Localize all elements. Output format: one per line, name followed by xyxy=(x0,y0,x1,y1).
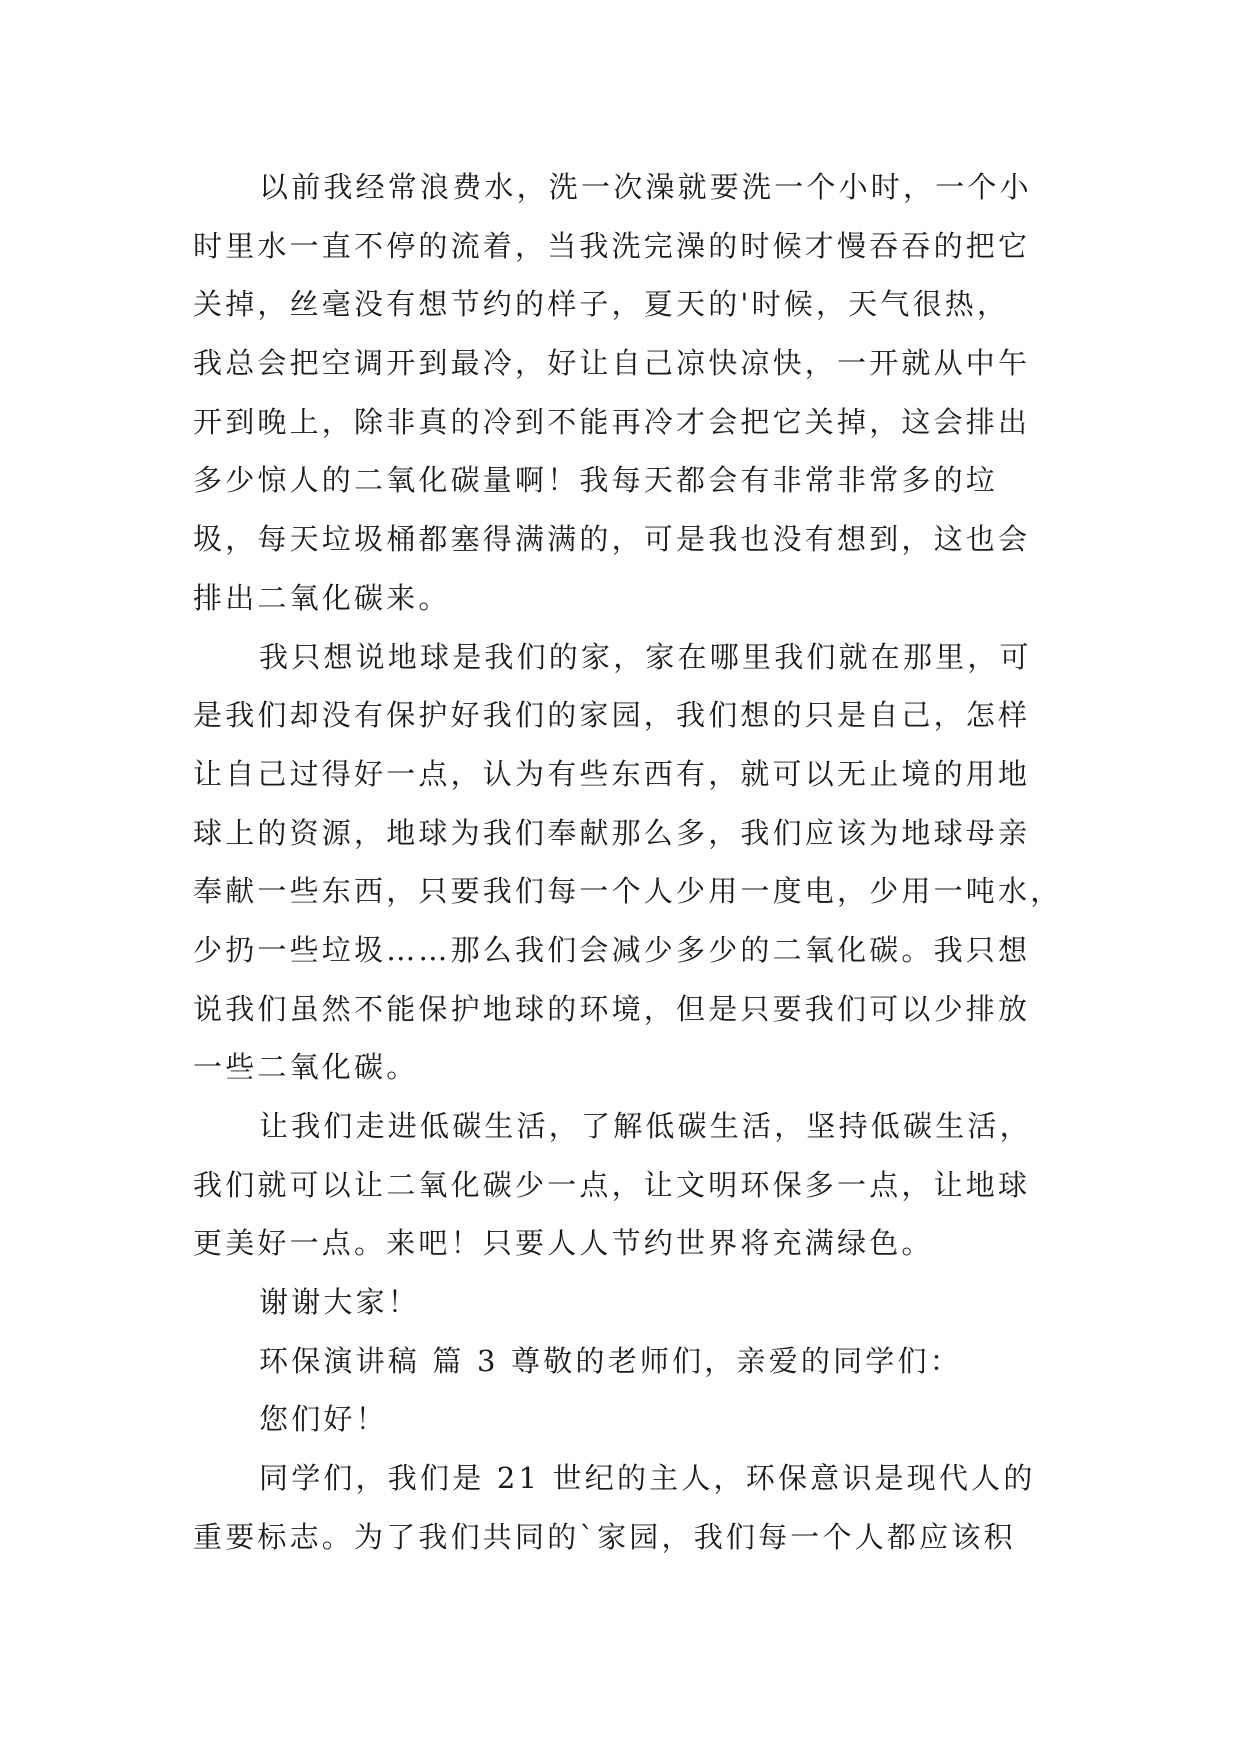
text-line: 以前我经常浪费水，洗一次澡就要洗一个小时，一个小 xyxy=(259,170,1032,204)
text-line: 开到晚上，除非真的冷到不能再冷才会把它关掉，这会排出 xyxy=(193,404,1031,439)
text-line: 我们就可以让二氧化碳少一点，让文明环保多一点，让地球 xyxy=(193,1167,1031,1202)
text-line: 同学们，我们是 21 世纪的主人，环保意识是现代人的 xyxy=(259,1461,1036,1496)
text-line: 重要标志。为了我们共同的`家园，我们每一个人都应该积 xyxy=(193,1519,1016,1554)
text-line: 说我们虽然不能保护地球的环境，但是只要我们可以少排放 xyxy=(193,991,1031,1026)
text-line: 排出二氧化碳来。 xyxy=(193,580,451,615)
text-line: 时里水一直不停的流着，当我洗完澡的时候才慢吞吞的把它 xyxy=(193,228,1031,263)
section-heading: 环保演讲稿 篇 3 尊敬的老师们，亲爱的同学们： xyxy=(259,1343,962,1378)
text-line: 少扔一些垃圾……那么我们会减少多少的二氧化碳。我只想 xyxy=(193,932,1031,967)
text-line: 关掉，丝毫没有想节约的样子，夏天的'时候，天气很热， xyxy=(193,287,1010,322)
text-line: 奉献一些东西，只要我们每一个人少用一度电，少用一吨水， xyxy=(193,874,1063,909)
text-line: 谢谢大家！ xyxy=(259,1285,421,1320)
text-line: 一些二氧化碳。 xyxy=(193,1050,419,1085)
text-line: 我只想说地球是我们的家，家在哪里我们就在那里，可 xyxy=(259,639,1032,674)
text-line: 让我们走进低碳生活，了解低碳生活，坚持低碳生活， xyxy=(259,1109,1032,1143)
text-line: 更美好一点。来吧！只要人人节约世界将充满绿色。 xyxy=(193,1226,934,1261)
text-line: 我总会把空调开到最冷，好让自己凉快凉快，一开就从中午 xyxy=(193,346,1031,381)
document-body xyxy=(193,158,1063,1567)
text-line: 让自己过得好一点，认为有些东西有，就可以无止境的用地 xyxy=(193,756,1031,791)
text-line: 球上的资源，地球为我们奉献那么多，我们应该为地球母亲 xyxy=(193,815,1031,850)
text-line: 您们好！ xyxy=(259,1402,388,1437)
text-line: 是我们却没有保护好我们的家园，我们想的只是自己，怎样 xyxy=(193,698,1031,733)
text-line: 圾，每天垃圾桶都塞得满满的，可是我也没有想到，这也会 xyxy=(193,522,1031,557)
text-line: 多少惊人的二氧化碳量啊！我每天都会有非常非常多的垃 xyxy=(193,463,999,498)
